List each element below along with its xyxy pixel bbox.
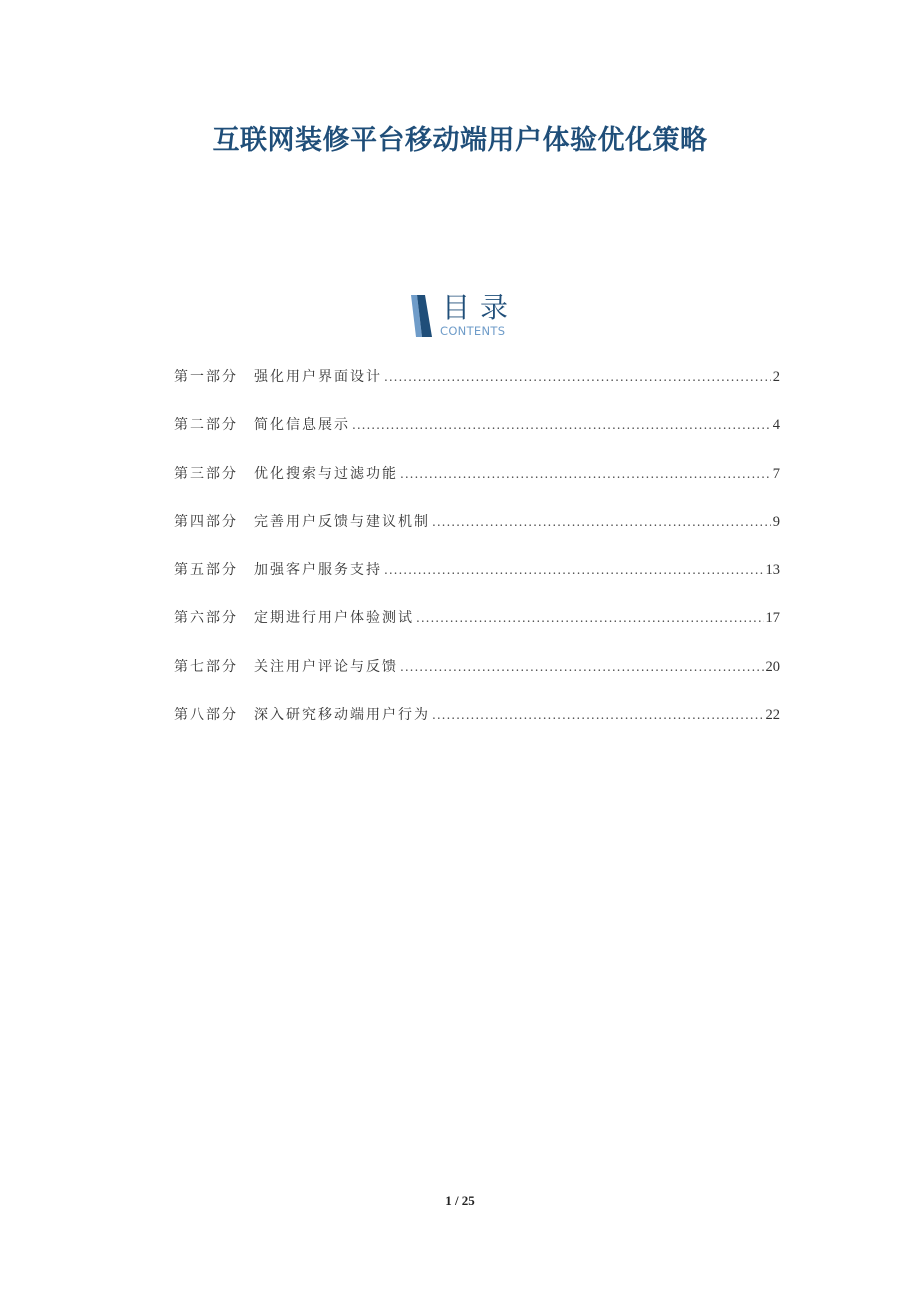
toc-entry-leader — [384, 370, 771, 384]
document-title: 互联网装修平台移动端用户体验优化策略 — [212, 125, 708, 156]
toc-entry-page: 17 — [765, 610, 780, 627]
toc-logo-icon — [408, 295, 434, 337]
toc-entry-leader — [416, 611, 764, 625]
toc-entry-leader — [400, 467, 771, 481]
toc-entry[interactable] — [174, 463, 780, 511]
toc-entry[interactable] — [174, 414, 780, 462]
toc-entry-leader — [432, 515, 771, 529]
toc-entry-title: 完善用户反馈与建议机制 — [254, 513, 430, 530]
toc-entry-title: 简化信息展示 — [254, 417, 350, 434]
toc-subheading: CONTENTS — [440, 324, 506, 338]
toc-entry-part: 第三部分 — [174, 465, 238, 482]
toc-entry-page: 22 — [765, 707, 780, 724]
toc-entry-title: 加强客户服务支持 — [254, 562, 382, 579]
toc-entry-page: 2 — [772, 369, 780, 385]
toc-entry[interactable] — [174, 511, 780, 559]
toc-entry[interactable] — [174, 656, 780, 704]
toc-entry-page: 9 — [772, 513, 780, 530]
toc-entry-title: 强化用户界面设计 — [254, 369, 382, 385]
toc-entry-leader — [352, 418, 771, 432]
toc-entry-part: 第七部分 — [174, 658, 238, 675]
toc-entry-page: 13 — [765, 562, 780, 579]
toc-header — [404, 292, 534, 342]
toc-entry-leader — [384, 563, 764, 577]
toc-entry-part: 第六部分 — [174, 610, 238, 627]
toc-entry-leader — [400, 660, 764, 674]
toc-entry-title: 定期进行用户体验测试 — [254, 610, 414, 627]
toc-list — [174, 366, 780, 752]
toc-entry-part: 第五部分 — [174, 562, 238, 579]
toc-entry-title: 优化搜索与过滤功能 — [254, 465, 398, 482]
toc-entry[interactable] — [174, 559, 780, 607]
toc-entry[interactable] — [174, 607, 780, 655]
page-indicator: 1 / 25 — [445, 1193, 475, 1208]
toc-entry-leader — [432, 708, 764, 722]
toc-entry-part: 第四部分 — [174, 513, 238, 530]
toc-entry-part: 第二部分 — [174, 417, 238, 434]
toc-entry-title: 深入研究移动端用户行为 — [254, 707, 430, 724]
toc-entry-part: 第八部分 — [174, 707, 238, 724]
toc-entry-page: 4 — [772, 417, 780, 434]
toc-entry-title: 关注用户评论与反馈 — [254, 658, 398, 675]
toc-heading: 目录 — [442, 291, 519, 324]
toc-entry-page: 7 — [772, 465, 780, 482]
toc-entry[interactable] — [174, 704, 780, 752]
toc-entry-part: 第一部分 — [174, 369, 238, 385]
toc-entry[interactable] — [174, 366, 780, 414]
toc-entry-page: 20 — [765, 658, 780, 675]
